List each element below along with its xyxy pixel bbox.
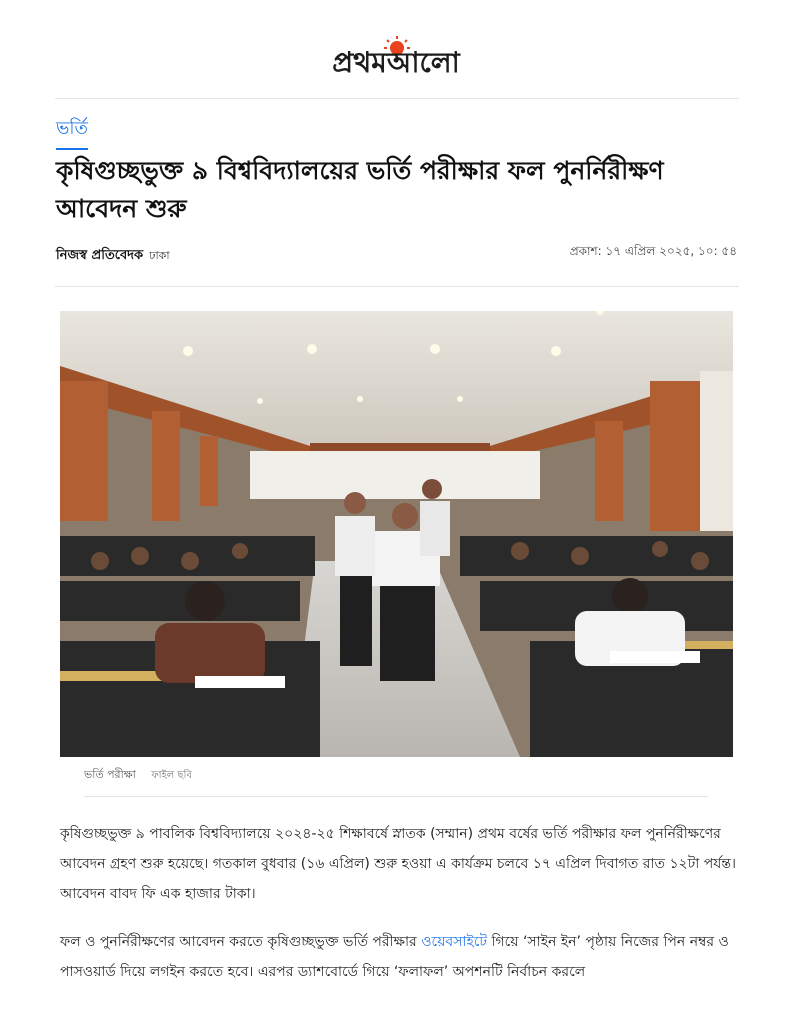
- article-photo[interactable]: [60, 311, 733, 757]
- caption-text: ভর্তি পরীক্ষা: [84, 768, 136, 781]
- byline-divider: [55, 286, 739, 287]
- article-paragraph-1: কৃষিগুচ্ছভুক্ত ৯ পাবলিক বিশ্ববিদ্যালয়ে ২০২৪-২৫ শিক্ষাবর্ষে স্নাতক (সম্মান) প্রথম বর্ষের ভর্তি পরীক্ষার ফল পুনর্নিরীক্ষণের আবেদন গ্রহণ শুরু হয়েছে। গতকাল বুধবার (১৬ এপ্রিল) শুরু হওয়া এ কার্যক্রম চলবে ১৭ এপ্রিল দিবাগত রাত ১২টা পর্যন্ত। আবেদন বাবদ ফি এক হাজার টাকা।: [60, 826, 737, 902]
- byline: [56, 246, 170, 267]
- author-location: ঢাকা: [149, 249, 170, 262]
- photo-caption: [84, 766, 192, 785]
- article-headline: কৃষিগুচ্ছভুক্ত ৯ বিশ্ববিদ্যালয়ের ভর্তি পরীক্ষার ফল পুনর্নিরীক্ষণ আবেদন শুরু: [56, 156, 664, 223]
- site-logo[interactable]: [0, 36, 791, 80]
- logo-text: প্রথমআলো: [331, 46, 460, 79]
- caption-divider: [84, 796, 708, 797]
- paragraph-2-text-end: গিয়ে ‘সাইন ইন’ পৃষ্ঠায় নিজের পিন নম্বর ও পাসওয়ার্ড দিয়ে লগইন করতে হবে। এরপর ড্যাশবোর্ডে গিয়ে ‘ফলাফল’ অপশনটি নির্বাচন করলে: [60, 934, 729, 980]
- paragraph-2-text-start: ফল ও পুনর্নিরীক্ষণের আবেদন করতে কৃষিগুচ্ছভুক্ত ভর্তি পরীক্ষার: [60, 934, 422, 950]
- website-link[interactable]: ওয়েবসাইটে: [421, 934, 488, 950]
- category-link[interactable]: ভর্তি: [56, 114, 88, 150]
- publish-date: প্রকাশ: ১৭ এপ্রিল ২০২৫, ১০: ৫৪: [569, 244, 737, 258]
- photo-credit: ফাইল ছবি: [151, 770, 192, 781]
- exam-hall-image: [60, 311, 733, 757]
- article-paragraph-2: [60, 927, 736, 987]
- author-name[interactable]: নিজস্ব প্রতিবেদক: [56, 248, 144, 263]
- top-divider: [55, 98, 739, 99]
- prothom-alo-logo: [296, 36, 496, 80]
